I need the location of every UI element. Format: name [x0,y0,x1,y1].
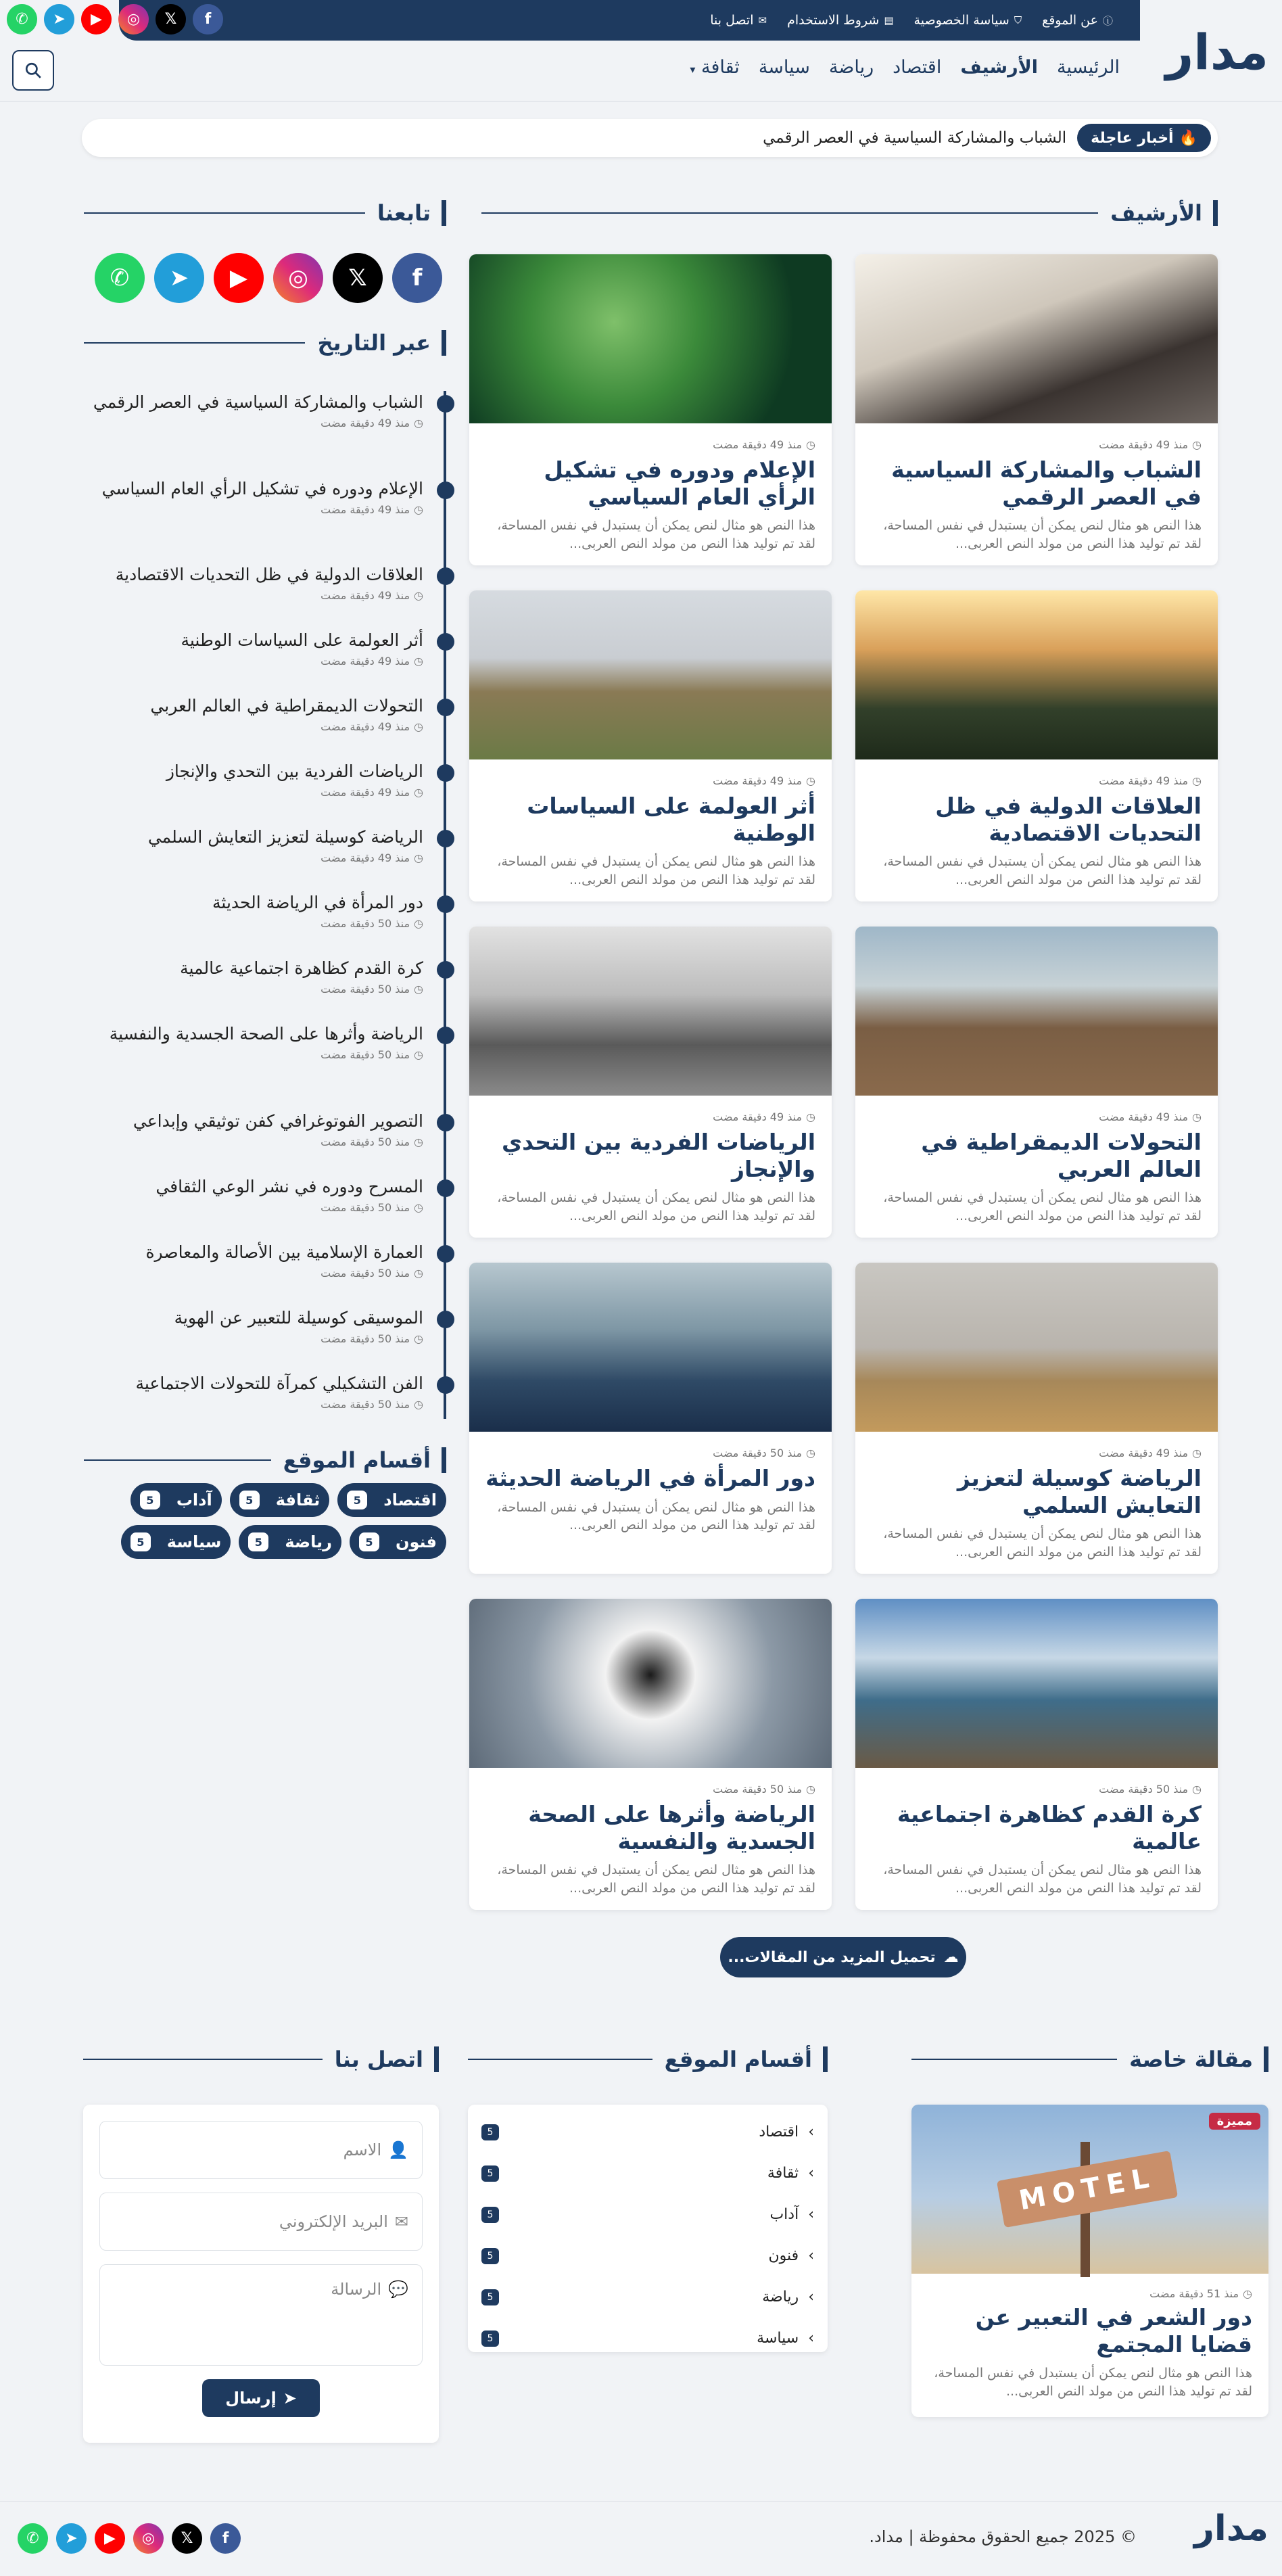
article-image [469,1599,832,1768]
article-title[interactable]: الشباب والمشاركة السياسية في العصر الرقمي [891,456,1202,510]
footer-logo[interactable]: مدار [1194,2508,1268,2549]
tag-label: فنون [395,1532,437,1551]
article-meta: ◷ منذ 49 دقيقة مضت [1099,1447,1202,1459]
timeline-dot [437,395,454,413]
motel-sign: MOTEL [997,2151,1178,2228]
mail-icon: ✉ [758,14,767,26]
article-excerpt: هذا النص هو مثال لنص يمكن أن يستبدل في نفس المساحة، لقد تم توليد هذا النص من مولد النص العربى... [497,1190,815,1223]
email-field[interactable]: ✉ البريد الإلكتروني [99,2193,423,2251]
article-excerpt: هذا النص هو مثال لنص يمكن أن يستبدل في نفس المساحة، لقد تم توليد هذا النص من مولد النص العربى... [883,1526,1202,1560]
article-card[interactable] [855,254,1218,565]
timeline-title[interactable]: الرياضات الفردية بين التحدي والإنجاز [166,762,423,781]
tag-label: آداب [176,1491,212,1509]
tag-label: رياضة [285,1532,332,1551]
timeline-dot [437,1311,454,1328]
article-excerpt: هذا النص هو مثال لنص يمكن أن يستبدل في نفس المساحة، لقد تم توليد هذا النص من مولد النص العربى... [497,854,815,887]
top-link-privacy[interactable]: ⛉ سياسة الخصوصية [913,13,1022,28]
clock-icon: ◷ [806,1447,815,1459]
clock-icon: ◷ [1192,1783,1202,1796]
timeline-item[interactable] [84,826,423,864]
clock-icon: ◷ [1192,1447,1202,1459]
timeline-time: ◷ منذ 50 دقيقة مضت [320,1048,423,1061]
article-excerpt: هذا النص هو مثال لنص يمكن أن يستبدل في نفس المساحة، لقد تم توليد هذا النص من مولد النص العربى... [883,854,1202,887]
article-excerpt: هذا النص هو مثال لنص يمكن أن يستبدل في نفس المساحة، لقد تم توليد هذا النص من مولد النص العربى... [497,1863,815,1896]
chevron-left-icon: › [808,2206,814,2223]
timeline-title[interactable]: الرياضة كوسيلة لتعزيز التعايش السلمي [147,827,423,847]
top-links-bar [119,0,1140,41]
article-image [855,590,1218,759]
article-meta: ◷ منذ 50 دقيقة مضت [1099,1783,1202,1796]
cloud-download-icon: ☁ [943,1948,959,1966]
timeline-time: ◷ منذ 49 دقيقة مضت [320,785,423,799]
category-list-item[interactable]: › سياسة 5 [481,2318,814,2359]
category-tag[interactable] [337,1483,446,1517]
clock-icon: ◷ [414,720,423,733]
timeline-title[interactable]: كرة القدم كظاهرة اجتماعية عالمية [180,958,423,978]
fire-icon: 🔥 [1179,129,1197,147]
category-list-item[interactable]: › رياضة 5 [481,2276,814,2318]
timeline-time: ◷ منذ 50 دقيقة مضت [320,1266,423,1280]
category-list-item[interactable]: › ثقافة 5 [481,2153,814,2194]
chevron-left-icon: › [808,2330,814,2347]
contact-form [83,2105,439,2443]
timeline-item[interactable] [84,1372,423,1411]
timeline-time: ◷ منذ 49 دقيقة مضت [320,654,423,668]
featured-badge: مميزة [1209,2113,1260,2130]
timeline-dot [437,1027,454,1044]
whatsapp-icon[interactable]: ✆ [95,253,145,303]
clock-icon: ◷ [414,916,423,930]
clock-icon: ◷ [414,502,423,516]
featured-article-excerpt: هذا النص هو مثال لنص يمكن أن يستبدل في نفس المساحة، لقد تم توليد هذا النص من مولد النص العربى... [934,2366,1252,2399]
mail-icon: ✉ [394,2212,408,2231]
search-icon [24,62,42,79]
instagram-icon[interactable]: ◎ [118,4,149,34]
nav-sports[interactable]: رياضة [828,57,874,78]
timeline-time: ◷ منذ 49 دقيقة مضت [320,416,423,429]
article-excerpt: هذا النص هو مثال لنص يمكن أن يستبدل في نفس المساحة، لقد تم توليد هذا النص من مولد النص العربى... [497,518,815,551]
article-title[interactable]: الرياضات الفردية بين التحدي والإنجاز [501,1129,815,1182]
clock-icon: ◷ [806,774,815,787]
timeline-item[interactable] [84,760,423,799]
article-image [855,254,1218,423]
article-excerpt: هذا النص هو مثال لنص يمكن أن يستبدل في نفس المساحة، لقد تم توليد هذا النص من مولد النص العربى... [497,1499,815,1533]
site-logo[interactable]: مدار [1165,24,1268,80]
article-card[interactable] [469,590,832,901]
x-icon[interactable]: 𝕏 [333,253,383,303]
tag-count: 5 [239,1491,260,1509]
timeline-item[interactable] [84,563,423,602]
category-tag[interactable] [230,1483,330,1517]
timeline-dot [437,1245,454,1263]
article-card[interactable] [855,927,1218,1238]
article-title[interactable]: أثر العولمة على السياسات الوطنية [527,793,815,846]
timeline-item[interactable] [84,1307,423,1345]
tag-count: 5 [140,1491,160,1509]
article-title[interactable]: التحولات الديمقراطية في العالم العربي [921,1129,1202,1182]
youtube-icon[interactable]: ▶ [95,2523,125,2554]
category-tag[interactable] [239,1525,341,1559]
article-card[interactable] [469,1599,832,1910]
load-more-button[interactable]: ☁ تحميل المزيد من المقالات... [720,1937,966,1977]
shield-icon: ⛉ [1014,14,1022,26]
timeline-item[interactable] [84,1110,423,1148]
breaking-news-link[interactable]: الشباب والمشاركة السياسية في العصر الرقمي [763,129,1067,147]
timeline-time: ◷ منذ 50 دقيقة مضت [320,1135,423,1148]
clock-icon: ◷ [1192,774,1202,787]
clock-icon: ◷ [414,1397,423,1411]
sidebar-category-tags [84,1483,446,1559]
whatsapp-icon[interactable]: ✆ [7,4,37,34]
breaking-news-bar [82,119,1218,157]
timeline-title[interactable]: الموسيقى كوسيلة للتعبير عن الهوية [174,1308,423,1328]
chevron-down-icon: ▾ [690,63,696,76]
follow-section-title: تابعنا [84,200,446,226]
clock-icon: ◷ [1243,2287,1252,2300]
timeline-time: ◷ منذ 50 دقيقة مضت [320,1397,423,1411]
timeline-time: ◷ منذ 50 دقيقة مضت [320,1200,423,1214]
telegram-icon[interactable]: ➤ [154,253,204,303]
timeline-title[interactable]: الفن التشكيلي كمرآة للتحولات الاجتماعية [135,1374,423,1393]
timeline-dot [437,895,454,913]
chevron-left-icon: › [808,2289,814,2305]
timeline-title[interactable]: الرياضة وأثرها على الصحة الجسدية والنفسية [109,1024,423,1044]
featured-article-image [911,2105,1268,2274]
timeline-title[interactable]: الإعلام ودوره في تشكيل الرأي العام السياسي [101,479,423,498]
clock-icon: ◷ [414,1200,423,1214]
category-count: 5 [481,2124,499,2140]
category-count: 5 [481,2289,499,2305]
search-button[interactable] [12,50,54,91]
article-image [855,927,1218,1096]
facebook-icon[interactable]: f [392,253,442,303]
archive-section-title: الأرشيف [481,200,1218,226]
timeline-dot [437,830,454,847]
clock-icon: ◷ [806,438,815,451]
instagram-icon[interactable]: ◎ [133,2523,164,2554]
timeline-dot [437,1114,454,1131]
top-link-about[interactable]: ⓘ عن الموقع [1042,13,1113,28]
timeline-title[interactable]: التصوير الفوتوغرافي كفن توثيقي وإبداعي [133,1111,423,1131]
article-image [469,254,832,423]
article-title[interactable]: الرياضة كوسيلة لتعزيز التعايش السلمي [957,1465,1202,1518]
article-meta: ◷ منذ 50 دقيقة مضت [713,1447,815,1459]
facebook-icon[interactable]: f [210,2523,241,2554]
timeline-item[interactable] [84,477,423,516]
timeline-item[interactable] [84,891,423,930]
clock-icon: ◷ [1192,438,1202,451]
article-excerpt: هذا النص هو مثال لنص يمكن أن يستبدل في نفس المساحة، لقد تم توليد هذا النص من مولد النص العربى... [883,1190,1202,1223]
footer [0,2501,1282,2576]
tag-count: 5 [359,1532,379,1551]
article-image [469,927,832,1096]
nav-politics[interactable]: سياسة [758,57,810,78]
instagram-icon[interactable]: ◎ [273,253,323,303]
chevron-left-icon: › [808,2124,814,2140]
categories-list [468,2105,828,2352]
timeline-dot [437,1376,454,1394]
clock-icon: ◷ [806,1110,815,1123]
timeline-time: ◷ منذ 49 دقيقة مضت [320,588,423,602]
whatsapp-icon[interactable]: ✆ [18,2523,48,2554]
article-meta: ◷ منذ 49 دقيقة مضت [1099,774,1202,787]
article-title[interactable]: دور المرأة في الرياضة الحديثة [485,1465,815,1491]
clock-icon: ◷ [414,1135,423,1148]
top-link-terms[interactable]: ▤ شروط الاستخدام [787,13,894,28]
category-list-item[interactable]: › فنون 5 [481,2235,814,2276]
clock-icon: ◷ [414,851,423,864]
timeline-item[interactable] [84,391,423,429]
clock-icon: ◷ [414,982,423,996]
tag-count: 5 [130,1532,151,1551]
article-meta: ◷ منذ 51 دقيقة مضت [1149,2287,1252,2300]
article-card[interactable] [469,927,832,1238]
timeline-title[interactable]: العلاقات الدولية في ظل التحديات الاقتصادية [115,565,423,584]
article-card[interactable] [469,254,832,565]
top-link-contact[interactable]: ✉ اتصل بنا [710,13,767,28]
article-image [855,1263,1218,1432]
clock-icon: ◷ [414,1266,423,1280]
info-icon: ⓘ [1102,14,1113,27]
message-field[interactable]: 💬 الرسالة [99,2264,423,2366]
sidebar-sections-title: أقسام الموقع [84,1447,446,1473]
top-social-icons [7,4,223,34]
special-section-title: مقالة خاصة [911,2046,1268,2072]
article-card[interactable] [469,1263,832,1574]
chevron-left-icon: › [808,2165,814,2182]
timeline-item[interactable] [84,1175,423,1214]
article-meta: ◷ منذ 49 دقيقة مضت [713,1110,815,1123]
article-excerpt: هذا النص هو مثال لنص يمكن أن يستبدل في نفس المساحة، لقد تم توليد هذا النص من مولد النص العربى... [883,1863,1202,1896]
categories-section-title: أقسام الموقع [468,2046,828,2072]
clock-icon: ◷ [414,654,423,668]
top-bar [0,0,1282,41]
timeline-time: ◷ منذ 50 دقيقة مضت [320,1332,423,1345]
article-meta: ◷ منذ 49 دقيقة مضت [713,438,815,451]
footer-copyright: © 2025 جميع الحقوق محفوظة | مداد. [869,2527,1137,2546]
category-count: 5 [481,2165,499,2182]
clock-icon: ◷ [414,785,423,799]
timeline-time: ◷ منذ 49 دقيقة مضت [320,502,423,516]
timeline-title[interactable]: أثر العولمة على السياسات الوطنية [181,630,423,650]
footer-social-icons [18,2523,241,2554]
user-icon: 👤 [388,2140,408,2159]
tag-count: 5 [248,1532,268,1551]
send-icon: ➤ [283,2389,297,2408]
category-count: 5 [481,2207,499,2223]
breaking-news-badge: 🔥 أخبار عاجلة [1077,124,1211,152]
clock-icon: ◷ [414,416,423,429]
timeline-dot [437,764,454,782]
article-card[interactable] [855,1599,1218,1910]
clock-icon: ◷ [414,1332,423,1345]
category-list-item[interactable]: › آداب 5 [481,2194,814,2235]
article-title[interactable]: كرة القدم كظاهرة اجتماعية عالمية [897,1801,1202,1854]
category-tag[interactable] [130,1483,222,1517]
timeline-time: ◷ منذ 49 دقيقة مضت [320,720,423,733]
timeline-title[interactable]: العمارة الإسلامية بين الأصالة والمعاصرة [145,1242,423,1262]
clock-icon: ◷ [806,1783,815,1796]
article-image [855,1599,1218,1768]
article-meta: ◷ منذ 49 دقيقة مضت [1099,1110,1202,1123]
article-title[interactable]: الرياضة وأثرها على الصحة الجسدية والنفسية [528,1801,815,1854]
clock-icon: ◷ [1192,1110,1202,1123]
timeline-item[interactable] [84,629,423,668]
chevron-left-icon: › [808,2247,814,2264]
telegram-icon[interactable]: ➤ [44,4,74,34]
name-field[interactable]: 👤 الاسم [99,2121,423,2179]
timeline-section-title: عبر التاريخ [84,330,446,356]
clock-icon: ◷ [414,588,423,602]
youtube-icon[interactable]: ▶ [214,253,264,303]
timeline-dot [437,633,454,651]
article-image [469,590,832,759]
timeline-dot [437,961,454,979]
category-count: 5 [481,2248,499,2264]
timeline-item[interactable] [84,695,423,733]
timeline-dot [437,567,454,585]
x-icon[interactable]: 𝕏 [172,2523,202,2554]
tag-label: اقتصاد [383,1491,437,1509]
category-count: 5 [481,2331,499,2347]
article-meta: ◷ منذ 49 دقيقة مضت [1099,438,1202,451]
article-title[interactable]: العلاقات الدولية في ظل التحديات الاقتصادية [935,793,1202,846]
tag-label: ثقافة [275,1491,320,1509]
clock-icon: ◷ [414,1048,423,1061]
article-excerpt: هذا النص هو مثال لنص يمكن أن يستبدل في نفس المساحة، لقد تم توليد هذا النص من مولد النص العربى... [883,518,1202,551]
category-tag[interactable] [350,1525,446,1559]
nav-culture[interactable]: ثقافة ▾ [690,57,740,78]
follow-social-icons [95,253,442,303]
telegram-icon[interactable]: ➤ [56,2523,87,2554]
youtube-icon[interactable]: ▶ [81,4,112,34]
timeline-item[interactable] [84,957,423,996]
main-nav [0,24,1282,101]
timeline-item[interactable] [84,1241,423,1280]
tag-label: سياسة [166,1532,222,1551]
category-tag[interactable] [121,1525,231,1559]
article-meta: ◷ منذ 50 دقيقة مضت [713,1783,815,1796]
nav-home[interactable]: الرئيسية [1057,57,1120,78]
timeline-dot [437,1179,454,1197]
article-card[interactable] [855,590,1218,901]
article-image [469,1263,832,1432]
x-icon[interactable]: 𝕏 [156,4,186,34]
tag-count: 5 [347,1491,367,1509]
article-title[interactable]: الإعلام ودوره في تشكيل الرأي العام السياسي [544,456,815,510]
timeline-dot [437,699,454,716]
document-icon: ▤ [884,14,894,26]
chat-icon: 💬 [388,2280,408,2299]
featured-article-title[interactable]: دور الشعر في التعبير عن قضايا المجتمع [975,2304,1252,2358]
timeline-title[interactable]: المسرح ودوره في نشر الوعي الثقافي [156,1177,423,1196]
contact-section-title: اتصل بنا [83,2046,439,2072]
article-card[interactable] [855,1263,1218,1574]
timeline [84,391,446,1419]
nav-economy[interactable]: اقتصاد [893,57,942,78]
timeline-title[interactable]: التحولات الديمقراطية في العالم العربي [150,696,423,716]
timeline-time: ◷ منذ 50 دقيقة مضت [320,982,423,996]
timeline-dot [437,482,454,499]
nav-archive[interactable]: الأرشيف [960,57,1038,78]
timeline-time: ◷ منذ 49 دقيقة مضت [320,851,423,864]
article-meta: ◷ منذ 49 دقيقة مضت [713,774,815,787]
send-button[interactable]: ➤ إرسال [202,2379,320,2417]
timeline-title[interactable]: دور المرأة في الرياضة الحديثة [212,893,423,912]
facebook-icon[interactable]: f [193,4,223,34]
category-list-item[interactable]: › اقتصاد 5 [481,2111,814,2153]
timeline-title[interactable]: الشباب والمشاركة السياسية في العصر الرقمي [93,392,423,412]
timeline-time: ◷ منذ 50 دقيقة مضت [320,916,423,930]
featured-article-card[interactable] [911,2105,1268,2417]
nav-divider [0,101,1282,102]
timeline-item[interactable] [84,1023,423,1061]
